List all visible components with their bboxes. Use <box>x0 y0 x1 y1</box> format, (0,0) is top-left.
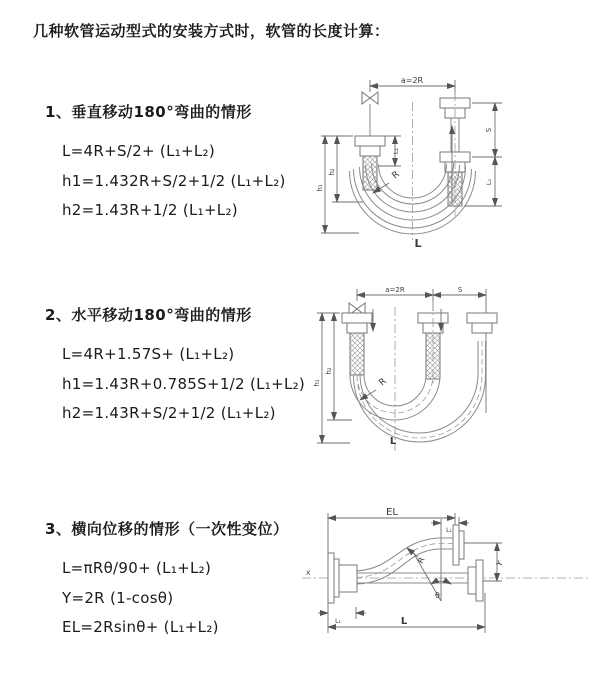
formula-line: h1=1.432R+S/2+1/2 (L₁+L₂) <box>62 171 286 190</box>
section-horizontal-180 <box>45 304 305 429</box>
dim-label-l1-bottom: L₁ <box>335 618 341 625</box>
diagram-horizontal-180-u-bend <box>310 283 565 468</box>
formula-line: EL=2Rsinθ+ (L₁+L₂) <box>62 618 219 636</box>
dim-label-h2: h₂ <box>328 168 336 176</box>
formula-line: L=4R+1.57S+ (L₁+L₂) <box>62 345 235 363</box>
angle-label: θ <box>435 591 440 600</box>
dim-label-h1: h₁ <box>313 379 321 387</box>
diagram-vertical-180-u-bend <box>315 72 570 262</box>
section-2-heading: 2、水平移动180°弯曲的情形 <box>45 306 252 324</box>
diagram-lateral-displacement <box>300 505 595 645</box>
centerline-label: X <box>306 569 311 577</box>
section-2-formulas <box>62 340 305 429</box>
formula-line: L=πRθ/90+ (L₁+L₂) <box>62 559 212 577</box>
length-label: L <box>389 436 397 447</box>
formula-line: h2=1.43R+S/2+1/2 (L₁+L₂) <box>62 404 276 422</box>
dim-label-l: L <box>400 616 408 627</box>
section-vertical-180 <box>45 101 286 226</box>
section-1-heading: 1、垂直移动180°弯曲的情形 <box>45 103 252 121</box>
section-3-heading: 3、横向位移的情形（一次性变位） <box>45 520 289 538</box>
radius-label: R <box>415 555 427 565</box>
length-label: L <box>414 237 422 250</box>
formula-line: h1=1.43R+0.785S+1/2 (L₁+L₂) <box>62 374 306 393</box>
dim-label-l1: L₁ <box>392 147 400 155</box>
dim-label-h2: h₂ <box>325 367 333 375</box>
formula-line: Y=2R (1-cosθ) <box>62 588 174 607</box>
radius-label: R <box>377 376 389 389</box>
dim-label-a2r: a=2R <box>385 286 405 294</box>
dim-label-el: EL <box>386 507 398 518</box>
section-1-formulas <box>62 137 286 226</box>
dim-label-s: S <box>457 286 463 294</box>
formula-line: L=4R+S/2+ (L₁+L₂) <box>62 142 216 160</box>
diagram-1-drawing <box>315 72 570 262</box>
section-lateral-shift <box>45 518 288 643</box>
formula-line: h2=1.43R+1/2 (L₁+L₂) <box>62 201 238 219</box>
diagram-2-drawing <box>310 283 565 468</box>
valve-icon <box>362 92 370 104</box>
dim-label-h1: h₁ <box>316 184 324 192</box>
dim-label-l1-top: L₁ <box>446 527 452 534</box>
dim-label-l2: L₂ <box>485 178 493 186</box>
section-3-formulas <box>62 554 288 643</box>
diagram-3-drawing <box>300 505 595 645</box>
page-title: 几种软管运动型式的安装方式时，软管的长度计算： <box>33 22 390 40</box>
dim-label-a2r: a=2R <box>400 76 424 85</box>
dim-label-s: S <box>485 127 493 133</box>
dim-label-y: Y <box>494 559 505 569</box>
radius-label: R <box>390 169 402 182</box>
